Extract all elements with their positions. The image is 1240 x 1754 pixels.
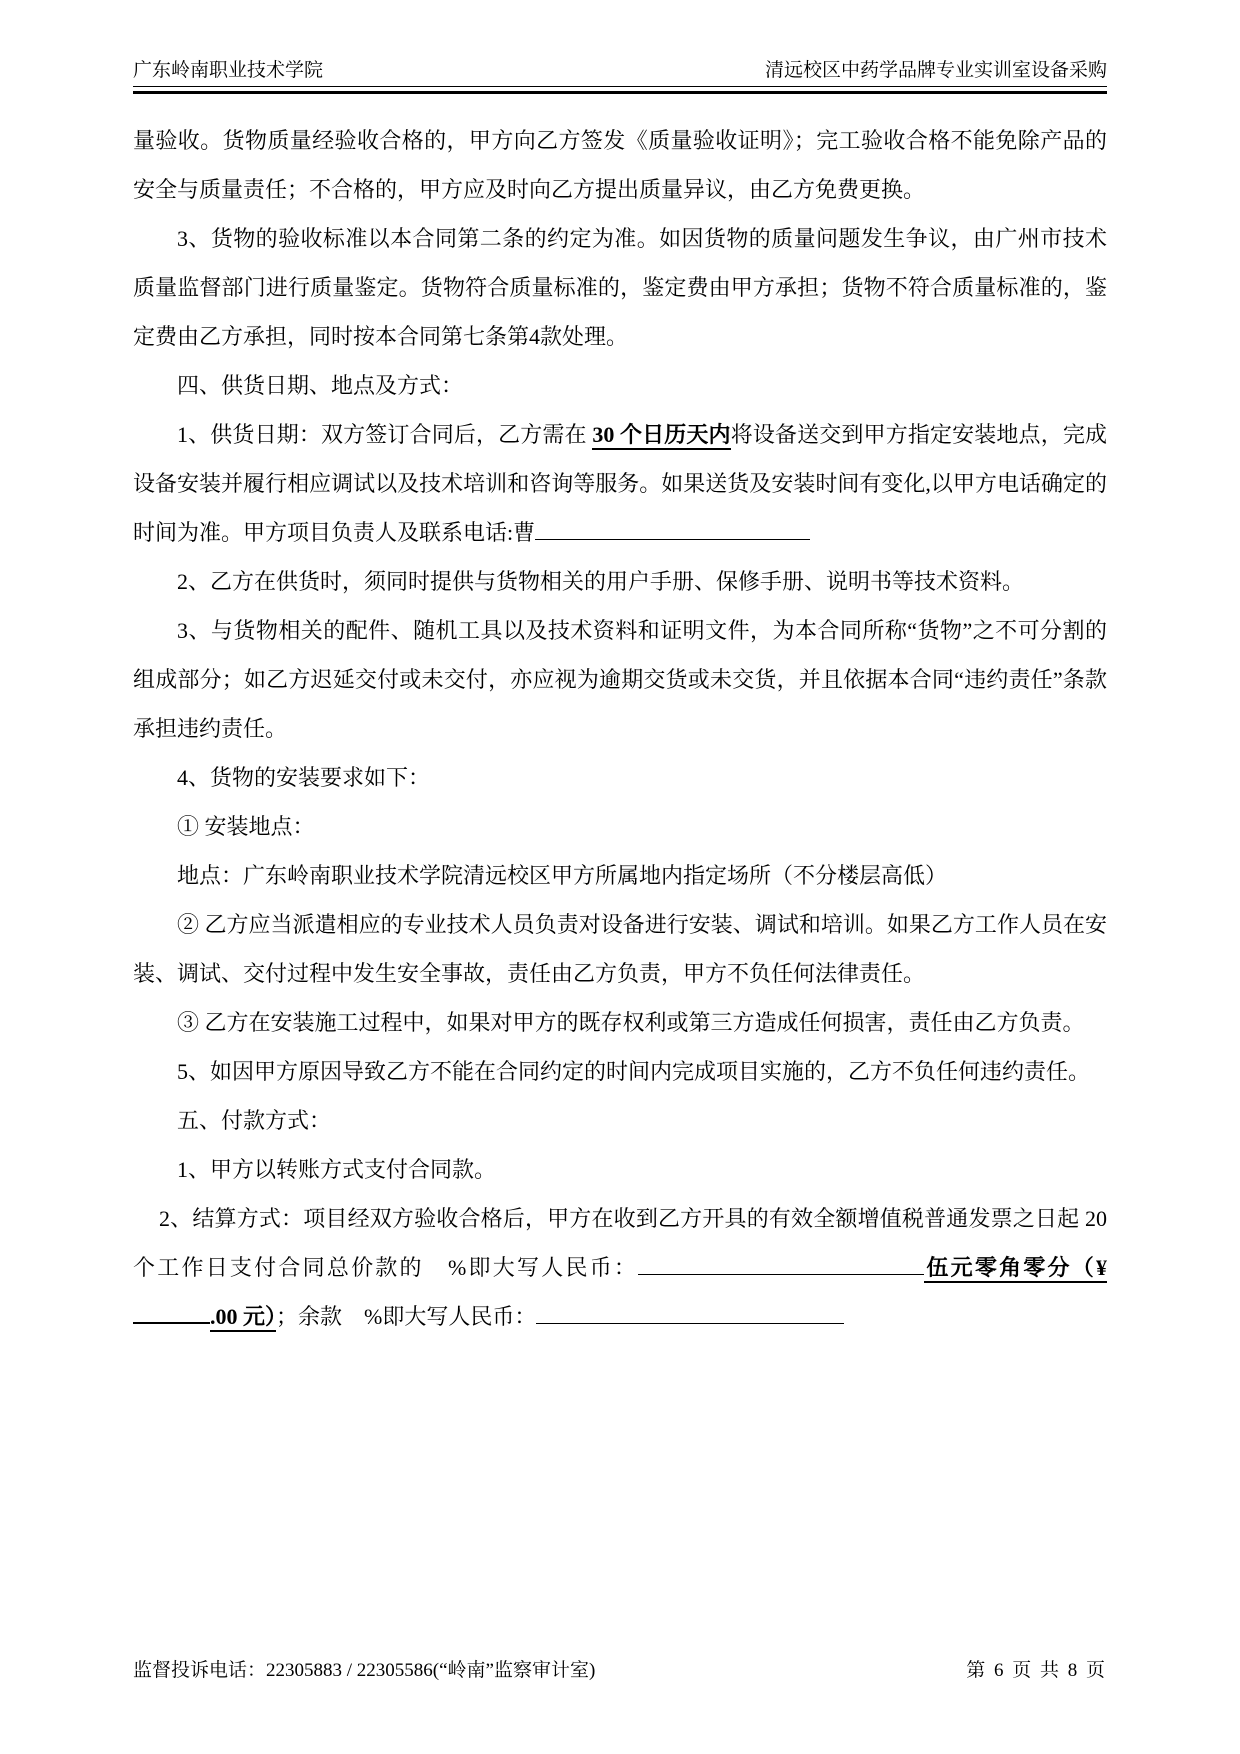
contract-paragraph (133, 1047, 1107, 1096)
contract-paragraph (133, 1145, 1107, 1194)
text-segment: 伍元零角零分（¥ (924, 1255, 1107, 1283)
text-segment: ；余款 %即大写人民币： (276, 1304, 537, 1329)
contract-body (133, 116, 1107, 1341)
contract-paragraph (133, 1194, 1107, 1341)
text-segment: ① 安装地点： (177, 814, 315, 839)
text-segment: 2、乙方在供货时，须同时提供与货物相关的用户手册、保修手册、说明书等技术资料。 (177, 569, 1025, 594)
text-segment: 4、货物的安装要求如下： (177, 765, 431, 790)
text-segment: 1、供货日期：双方签订合同后，乙方需在 (177, 422, 593, 447)
contract-paragraph (133, 1096, 1107, 1145)
contract-paragraph (133, 851, 1107, 900)
fill-in-blank-line (133, 1302, 210, 1324)
fill-in-blank-line (638, 1253, 924, 1275)
contract-paragraph (133, 410, 1107, 557)
text-segment: 地点：广东岭南职业技术学院清远校区甲方所属地内指定场所（不分楼层高低） (177, 863, 948, 888)
text-segment: 5、如因甲方原因导致乙方不能在合同约定的时间内完成项目实施的，乙方不负任何违约责任。 (177, 1059, 1091, 1084)
page-footer (133, 1658, 1107, 1684)
header-project-title: 清远校区中药学品牌专业实训室设备采购 (764, 60, 1107, 81)
contract-paragraph (133, 753, 1107, 802)
contract-paragraph (133, 802, 1107, 851)
text-segment: 量验收。货物质量经验收合格的，甲方向乙方签发《质量验收证明》；完工验收合格不能免除产品的安全与质量责任；不合格的，甲方应及时向乙方提出质量异议，由乙方免费更换。 (133, 128, 1107, 202)
fill-in-blank-line (535, 518, 810, 540)
header-rule (133, 91, 1107, 94)
text-segment: 1、甲方以转账方式支付合同款。 (177, 1157, 497, 1182)
footer-complaint-phone: 监督投诉电话：22305883 / 22305586(“岭南”监察审计室) (133, 1660, 596, 1681)
contract-paragraph (133, 998, 1107, 1047)
text-segment: .00 元） (210, 1304, 276, 1332)
fill-in-blank-line (536, 1302, 844, 1324)
text-segment: ② 乙方应当派遣相应的专业技术人员负责对设备进行安装、调试和培训。如果乙方工作人员在安装、调试、交付过程中发生安全事故，责任由乙方负责，甲方不负任何法律责任。 (133, 912, 1107, 986)
footer-page-number: 第 6 页 共 8 页 (966, 1660, 1107, 1681)
text-segment: 30 个日历天内 (592, 422, 730, 450)
page-header (133, 58, 1107, 94)
header-school-name: 广东岭南职业技术学院 (133, 60, 324, 81)
text-segment: 2、结算方式：项目经双方验收合格后，甲方在收到乙方开具的有效全额增值税普通发票之日起 20 个工作日支付合同总价款的 %即大写人民币： (133, 1206, 1107, 1280)
contract-paragraph (133, 606, 1107, 753)
contract-paragraph (133, 361, 1107, 410)
text-segment: ③ 乙方在安装施工过程中，如果对甲方的既存权利或第三方造成任何损害，责任由乙方负责。 (177, 1010, 1085, 1035)
text-segment: 四、供货日期、地点及方式： (177, 373, 464, 398)
text-segment: 3、与货物相关的配件、随机工具以及技术资料和证明文件，为本合同所称“货物”之不可分割的组成部分；如乙方迟延交付或未交付，亦应视为逾期交货或未交货，并且依据本合同“违约责任”条款承担违约责任。 (133, 618, 1107, 741)
contract-paragraph (133, 116, 1107, 214)
text-segment: 3、货物的验收标准以本合同第二条的约定为准。如因货物的质量问题发生争议，由广州市技术质量监督部门进行质量鉴定。货物符合质量标准的，鉴定费由甲方承担；货物不符合质量标准的，鉴定费由乙方承担，同时按本合同第七条第4款处理。 (133, 226, 1107, 349)
contract-paragraph (133, 557, 1107, 606)
contract-paragraph (133, 214, 1107, 361)
text-segment: 五、付款方式： (177, 1108, 332, 1133)
text-segment: 将设备送交到甲方指定安装地点，完成设备安装并履行相应调试以及技术培训和咨询等服务。如果送货及安装时间有变化,以甲方电话确定的时间为准。甲方项目负责人及联系电话:曹 (133, 422, 1107, 545)
contract-paragraph (133, 900, 1107, 998)
